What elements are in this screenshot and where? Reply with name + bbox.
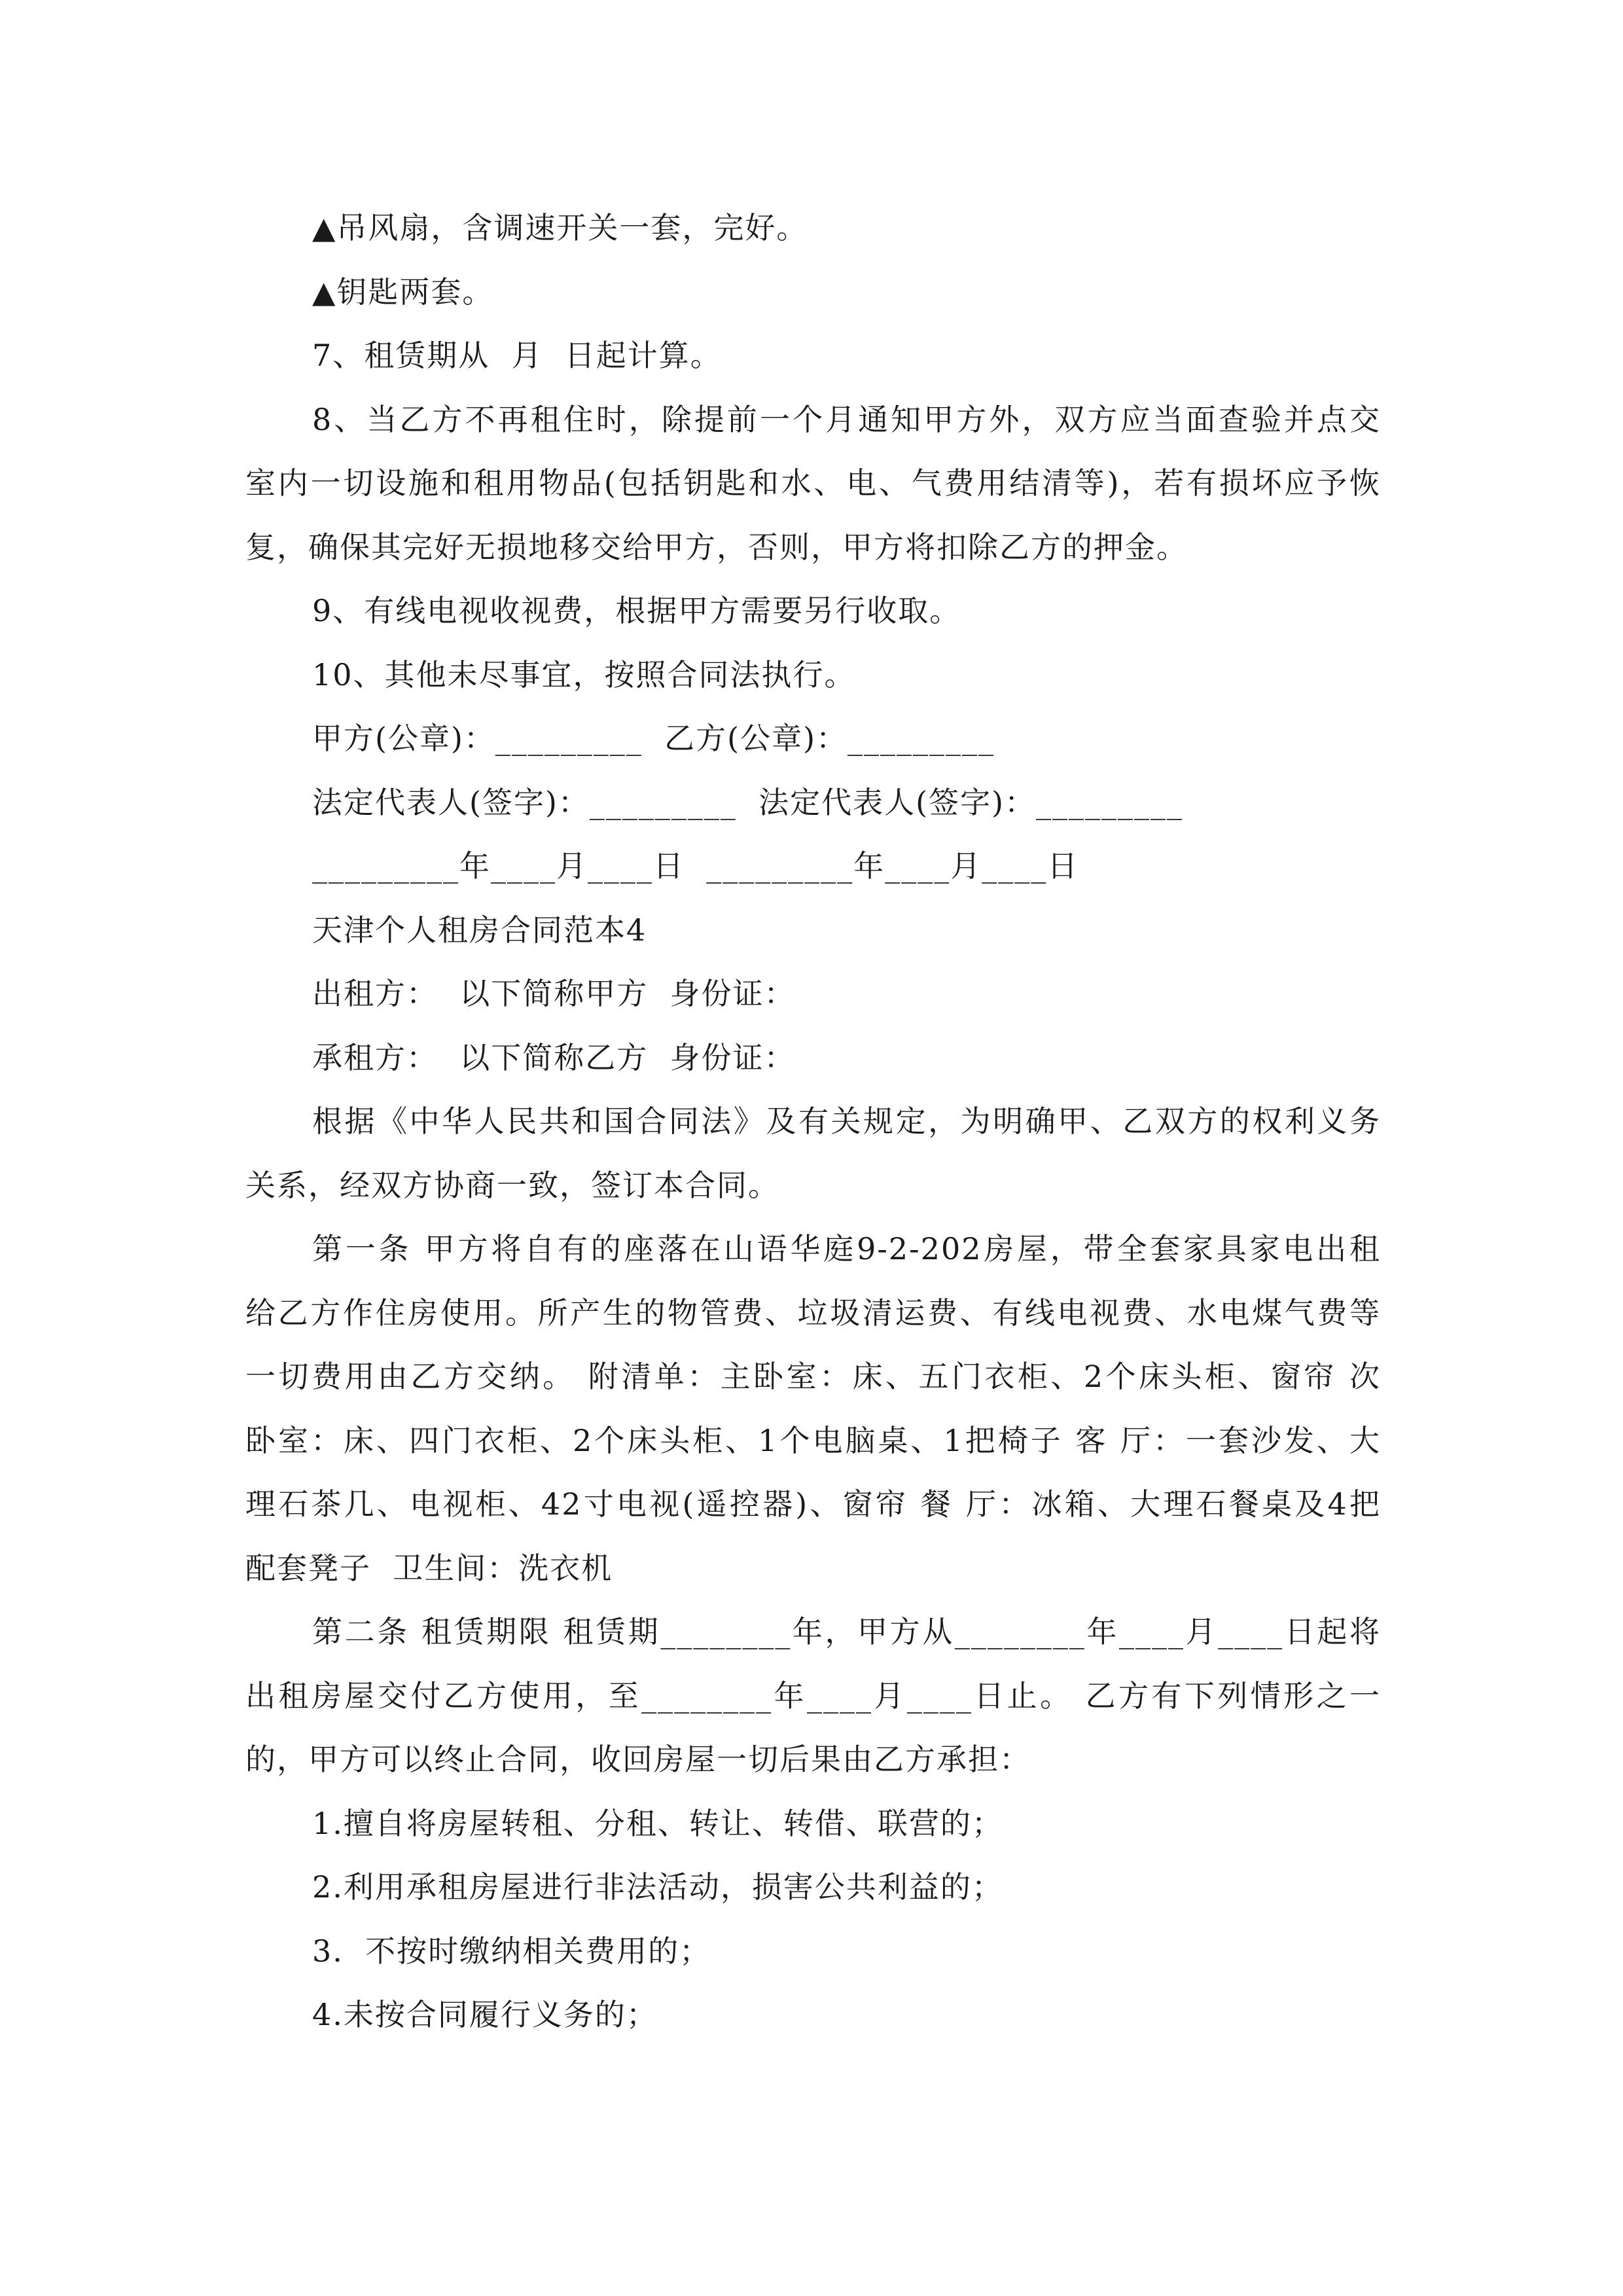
text-line: 复，确保其完好无损地移交给甲方，否则，甲方将扣除乙方的押金。 [245,529,1188,565]
lessor-line: 出租方： 以下简称甲方 身份证： [312,976,796,1011]
text-line: 第一条 甲方将自有的座落在山语华庭9-2-202房屋，带全套家具家电出租 [312,1231,1381,1266]
text-line: 给乙方作住房使用。所产生的物管费、垃圾清运费、有线电视费、水电煤气费等 [245,1295,1381,1331]
list-item: 1.擅自将房屋转租、分租、转让、转借、联营的； [312,1805,1003,1841]
text-line: 卧室：床、四门衣柜、2个床头柜、1个电脑桌、1把椅子 客 厅：一套沙发、大 [245,1422,1381,1458]
text-line: 配套凳子 卫生间：洗衣机 [245,1550,613,1586]
text-line: 的，甲方可以终止合同，收回房屋一切后果由乙方承担： [245,1742,1031,1777]
section-title: 天津个人租房合同范本4 [312,912,647,948]
text-line: 一切费用由乙方交纳。 附清单：主卧室：床、五门衣柜、2个床头柜、窗帘 次 [245,1359,1381,1394]
signature-line-date: _________年____月____日 _________年____月____日 [312,848,1079,884]
lessee-line: 承租方： 以下简称乙方 身份证： [312,1039,796,1075]
text-line: 理石茶几、电视柜、42寸电视(遥控器)、窗帘 餐 厅：冰箱、大理石餐桌及4把 [245,1486,1381,1522]
signature-line-representative: 法定代表人(签字)：_________ 法定代表人(签字)：_________ [312,784,1184,820]
text-line: 出租房屋交付乙方使用，至________年____月____日止。 乙方有下列情形之一 [245,1677,1381,1713]
list-item: 4.未按合同履行义务的； [312,1997,658,2032]
text-line: 10、其他未尽事宜，按照合同法执行。 [312,656,856,692]
text-line: 第二条 租赁期限 租赁期________年，甲方从________年____月____日起将 [312,1614,1381,1649]
text-line: ▲钥匙两套。 [312,274,494,310]
text-line: 9、有线电视收视费，根据甲方需要另行收取。 [312,593,961,628]
document-body [245,196,1381,2047]
text-line: 室内一切设施和租用物品(包括钥匙和水、电、气费用结清等)，若有损坏应予恢 [245,465,1381,501]
text-line: 8、当乙方不再租住时，除提前一个月通知甲方外，双方应当面查验并点交 [312,401,1381,437]
list-item: 3. 不按时缴纳相关费用的； [312,1933,711,1969]
text-line: 根据《中华人民共和国合同法》及有关规定，为明确甲、乙双方的权利义务 [312,1103,1381,1139]
text-line: 关系，经双方协商一致，签订本合同。 [245,1167,779,1203]
list-item: 2.利用承租房屋进行非法活动，损害公共利益的； [312,1869,1003,1905]
text-line: ▲吊风扇，含调速开关一套，完好。 [312,210,808,245]
signature-line-party-seal: 甲方(公章)：_________ 乙方(公章)：_________ [312,721,995,756]
text-line: 7、租赁期从 月 日起计算。 [312,338,722,373]
